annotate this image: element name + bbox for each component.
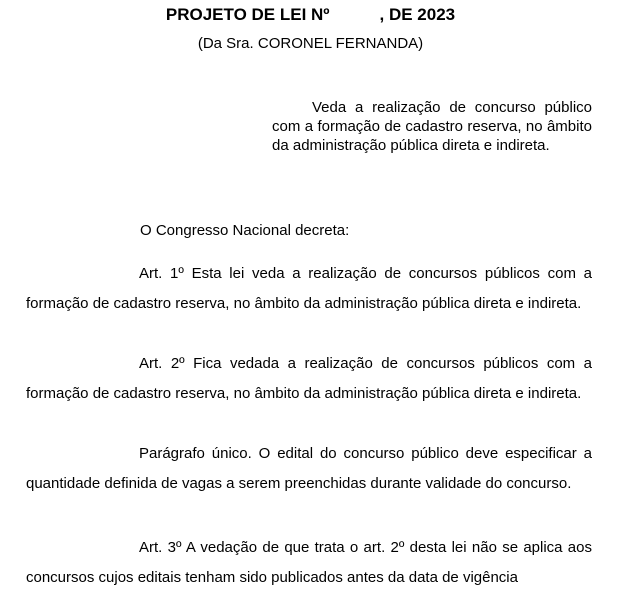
bill-summary: Veda a realização de concurso público com a formação de cadastro reserva, no âmbito da administração pública direta e indireta. xyxy=(272,99,592,154)
article-3: Art. 3º A vedação de que trata o art. 2º desta lei não se aplica aos concursos cujos editais tenham sido publicados antes da data de vigência xyxy=(26,539,592,586)
bill-author: (Da Sra. CORONEL FERNANDA) xyxy=(197,35,424,52)
bill-title-suffix: , DE 2023 xyxy=(379,5,456,24)
article-2: Art. 2º Fica vedada a realização de concursos públicos com a formação de cadastro reserva, no âmbito da administração pública direta e indireta. xyxy=(26,355,592,402)
bill-title xyxy=(0,4,621,26)
enacting-clause: O Congresso Nacional decreta: xyxy=(140,222,350,239)
bill-title-prefix: PROJETO DE LEI Nº xyxy=(165,5,330,24)
article-1: Art. 1º Esta lei veda a realização de concursos públicos com a formação de cadastro reserva, no âmbito da administração pública direta e indireta. xyxy=(26,265,592,312)
article-2-sole-paragraph: Parágrafo único. O edital do concurso público deve especificar a quantidade definida de vagas a serem preenchidas durante validade do concurso. xyxy=(26,445,592,492)
